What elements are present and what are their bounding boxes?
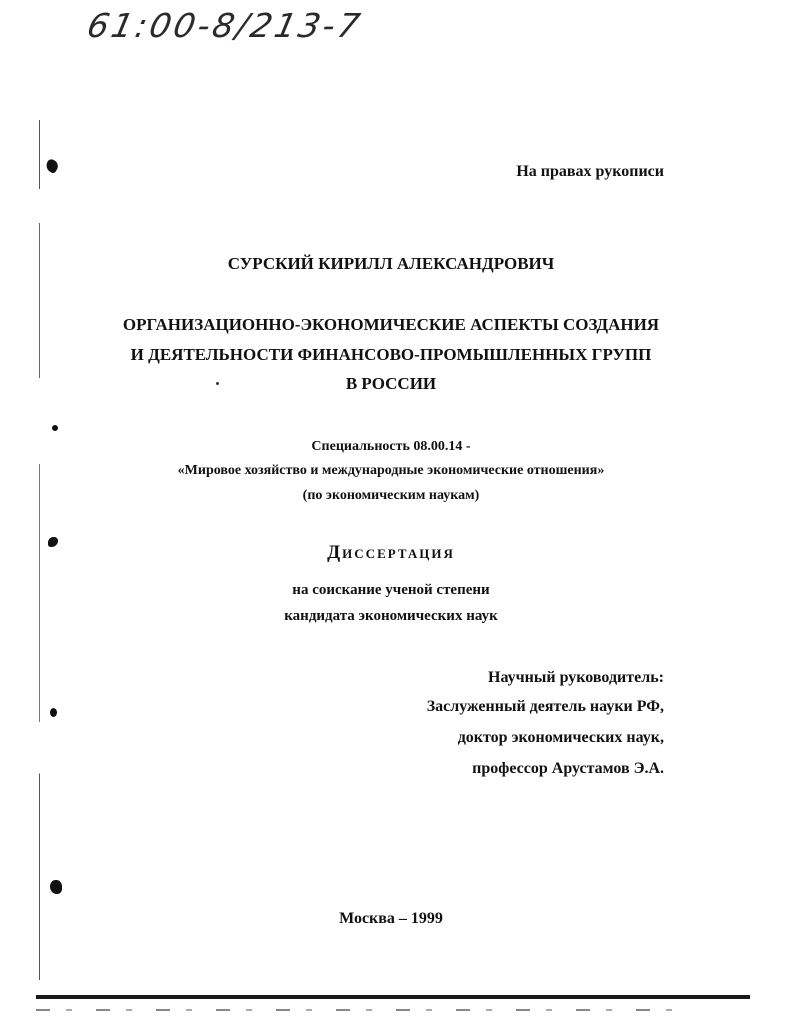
dissertation-heading: Диссертация (327, 542, 455, 563)
scan-blot (50, 880, 62, 894)
title-line-3: В РОССИИ (345, 374, 437, 393)
scan-edge-line-bottom (36, 995, 750, 999)
scan-blot (50, 708, 57, 717)
supervisor-label: Научный руководитель: (488, 669, 664, 686)
specialty-name: «Мировое хозяйство и международные экономические отношения» (177, 463, 605, 478)
specialty-code: Специальность 08.00.14 - (311, 439, 471, 454)
author-name: СУРСКИЙ КИРИЛЛ АЛЕКСАНДРОВИЧ (227, 254, 555, 273)
scan-edge-noise (36, 1009, 672, 1011)
supervisor-name: профессор Арустамов Э.А. (472, 760, 664, 777)
specialty-branch: (по экономическим наукам) (302, 488, 480, 503)
scan-blot (52, 425, 58, 431)
supervisor-title: Заслуженный деятель науки РФ, (426, 698, 664, 715)
rights-notice: На правах рукописи (516, 163, 664, 180)
title-line-1: ОРГАНИЗАЦИОННО-ЭКОНОМИЧЕСКИЕ АСПЕКТЫ СОЗДАНИЯ (122, 315, 660, 334)
degree-line-2: кандидата экономических наук (284, 608, 498, 624)
city-year: Москва – 1999 (339, 910, 443, 927)
handwritten-catalog-code: 61:00-8/213-7 (83, 6, 367, 45)
scan-blot (44, 158, 60, 174)
supervisor-degree: доктор экономических наук, (457, 729, 664, 746)
degree-line-1: на соискание ученой степени (292, 582, 490, 598)
title-line-2: И ДЕЯТЕЛЬНОСТИ ФИНАНСОВО-ПРОМЫШЛЕННЫХ ГРУПП (130, 345, 652, 364)
